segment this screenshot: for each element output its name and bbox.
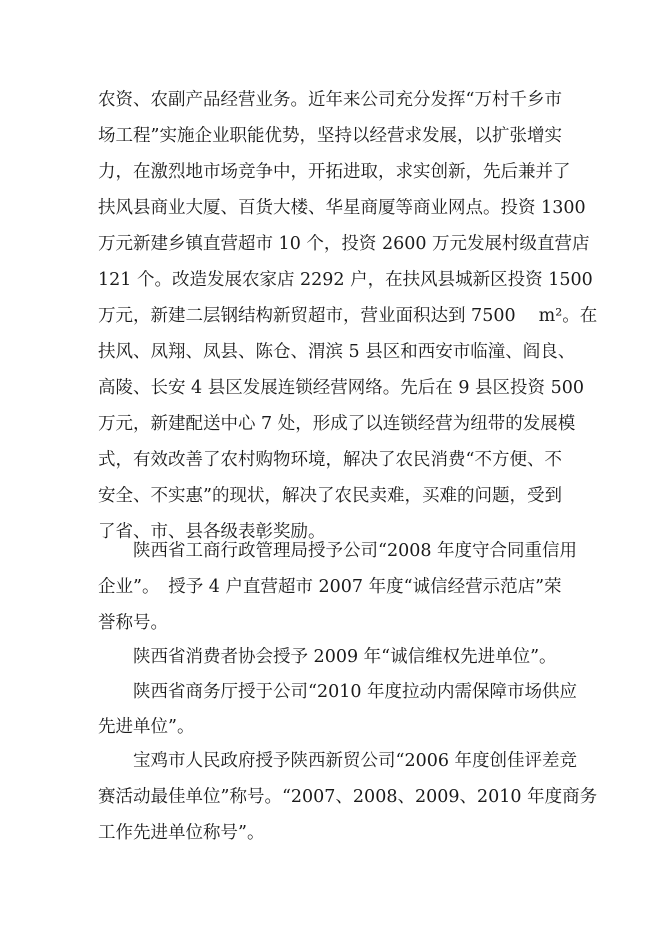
text-line: 誉称号。	[98, 613, 168, 633]
text-line: 扶风、凤翔、凤县、陈仓、渭滨 5 县区和西安市临潼、阎良、	[98, 342, 576, 362]
text-line: 力，在激烈地市场竞争中，开拓进取，求实创新，先后兼并了	[98, 162, 571, 182]
text-line: 万元，新建二层钢结构新贸超市，营业面积达到 7500 m²。在	[98, 306, 598, 326]
text-line: 万元新建乡镇直营超市 10 个，投资 2600 万元发展村级直营店	[98, 234, 590, 254]
text-line: 陕西省消费者协会授予 2009 年“诚信维权先进单位”。	[133, 647, 557, 667]
text-line: 扶风县商业大厦、百货大楼、华星商厦等商业网点。投资 1300	[98, 198, 586, 218]
text-line: 企业”。 授予 4 户直营超市 2007 年度“诚信经营示范店”荣	[98, 577, 562, 597]
text-line: 先进单位”。	[98, 717, 195, 737]
text-line: 工作先进单位称号”。	[98, 823, 265, 843]
text-line: 赛活动最佳单位”称号。“2007、2008、2009、2010 年度商务	[98, 787, 598, 807]
text-line: 121 个。改造发展农家店 2292 户，在扶风县城新区投资 1500	[98, 270, 593, 290]
text-line: 陕西省工商行政管理局授予公司“2008 年度守合同重信用	[133, 541, 578, 561]
text-line: 宝鸡市人民政府授予陕西新贸公司“2006 年度创佳评差竞	[133, 751, 578, 771]
text-line: 陕西省商务厅授于公司“2010 年度拉动内需保障市场供应	[133, 682, 578, 702]
text-line: 高陵、长安 4 县区发展连锁经营网络。先后在 9 县区投资 500	[98, 378, 584, 398]
text-line: 安全、不实惠”的现状，解决了农民卖难，买难的问题，受到	[98, 486, 562, 506]
text-line: 万元，新建配送中心 7 处，形成了以连锁经营为纽带的发展模	[98, 414, 576, 434]
text-line: 式，有效改善了农村购物环境，解决了农民消费“不方便、不	[98, 450, 562, 470]
text-line: 场工程”实施企业职能优势，坚持以经营求发展，以扩张增实	[98, 126, 562, 146]
text-line: 了省、市、县各级表彰奖励。	[98, 522, 326, 542]
text-line: 农资、农副产品经营业务。近年来公司充分发挥“万村千乡市	[98, 90, 562, 110]
